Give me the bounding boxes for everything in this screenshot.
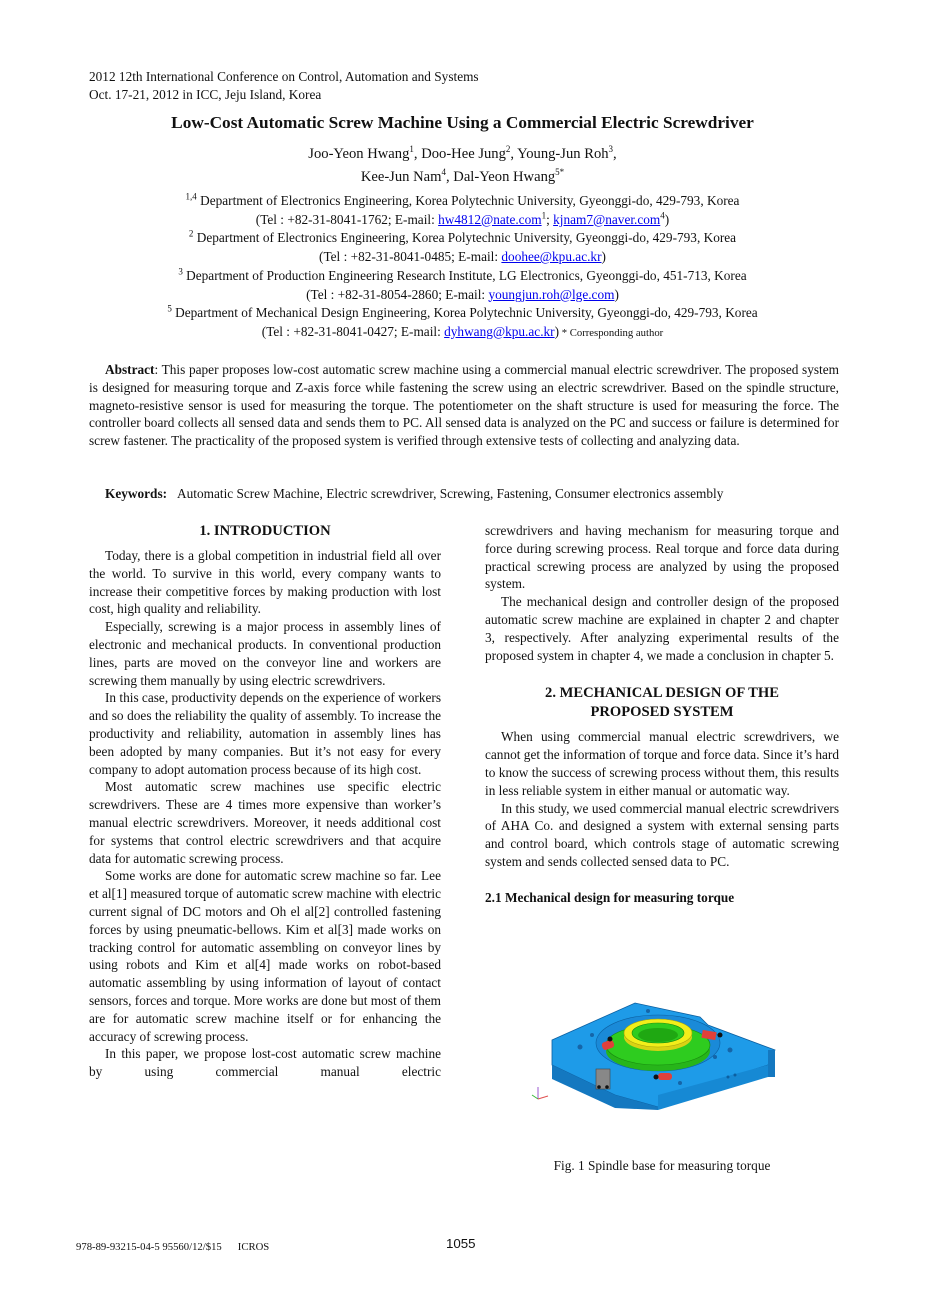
paragraph-continuation: screwdrivers and having mechanism for measuring torque and force during screwing process. Real torque and force data during practical screwing process are analyzed by using the proposed system. bbox=[485, 523, 839, 592]
paragraph: Especially, screwing is a major process in assembly lines of electronic and mechanical products. In conventional production lines, parts are moved on the conveyor line and workers are screwing them manually by using electric screwdrivers. bbox=[89, 619, 441, 688]
abstract-label: Abstract bbox=[105, 362, 155, 377]
conference-date-location: Oct. 17-21, 2012 in ICC, Jeju Island, Korea bbox=[89, 87, 322, 102]
figure-caption: Fig. 1 Spindle base for measuring torque bbox=[553, 1158, 771, 1173]
paragraph: In this case, productivity depends on the experience of workers and so does the reliability the quality of assembly. To increase the productivity and reliability, automation in assembly lines has been adopted by many companies. But it’s not easy for every company to adopt automation process because of its high cost. bbox=[89, 690, 442, 777]
paper-title: Low-Cost Automatic Screw Machine Using a Commercial Electric Screwdriver bbox=[171, 113, 754, 132]
author-name: Doo-Hee Jung bbox=[421, 146, 506, 162]
author-name: Kee-Jun Nam bbox=[360, 169, 442, 185]
left-column bbox=[89, 522, 441, 1081]
keywords bbox=[105, 486, 723, 502]
affiliation-contact: (Tel : +82-31-8041-1762; E-mail: hw4812@nate.com$^1$; kjnam7@naver.com$^4$) bbox=[255, 210, 670, 227]
author-name: Joo-Yeon Hwang bbox=[308, 146, 410, 162]
paragraph: In this paper, we propose lost-cost automatic screw machine by using commercial manual electric bbox=[89, 1046, 441, 1080]
author-name: Dal-Yeon Hwang bbox=[453, 169, 556, 185]
affiliation-contact: (Tel : +82-31-8054-2860; E-mail: youngjun.roh@lge.com) bbox=[306, 286, 619, 302]
right-column bbox=[485, 522, 839, 907]
abstract bbox=[89, 361, 839, 450]
paragraph: When using commercial manual electric screwdrivers, we cannot get the information of torque and force data. Since it’s hard to know the success of screwing process without them, this results in less reliable system in either manual or automatic way. bbox=[485, 729, 839, 798]
email-link[interactable]: kjnam7@naver.com bbox=[553, 211, 661, 227]
paragraph: Today, there is a global competition in industrial field all over the world. To survive in this world, every company wants to increase their competitive forces by making production with lost cost, high quality and reliability. bbox=[89, 548, 441, 617]
footer-copyright bbox=[76, 1241, 269, 1253]
conference-header bbox=[89, 68, 479, 104]
abstract-text: : This paper proposes low-cost automatic screw machine using a commercial manual electric screwdriver. The proposed system is designed for measuring torque and Z-axis force while fastening the screw using an electric screwdriver. Based on the spindle structure, magneto-resistive sensor is used for measuring the torque. The potentiometer on the shaft structure is used for measuring the force. The controller board collects all sensed data and sends them to PC. All sensed data is analyzed on the PC and success or failure is determined for screw fastener. The practicality of the proposed system is verified through extensive tests of collecting and analyzing data. bbox=[89, 362, 839, 449]
affiliation-dept: $^5$ Department of Mechanical Design Engineering, Korea Polytechnic University, Gyeonggi-do, 429-793, Korea bbox=[167, 303, 758, 321]
paragraph: Some works are done for automatic screw machine so far. Lee et al[1] measured torque of automatic screw machine with electric current signal of DC motors and Oh el al[2] controlled fastening forces by using pneumatic-bellows. Kim et al[3] made works on tracking control for automatic assembling on conveyor lines by using robots and Kim et al[4] made works on robot-based automatic assembling by using information of layout of contact sensors, forces and torque. More works are done but most of them are for automatic screw machine itself or for enhancing the accuracy of screwing process. bbox=[89, 868, 441, 1044]
corresponding-author-note: * Corresponding author bbox=[559, 326, 664, 339]
spindle-base-cad-image bbox=[530, 995, 790, 1110]
figure-spindle-base bbox=[530, 995, 790, 1110]
page-number: 1055 bbox=[446, 1236, 476, 1251]
author-list: Joo-Yeon Hwang$^1$, Doo-Hee Jung$^2$, Young-Jun Roh$^3$, Kee-Jun Nam$^4$, Dal-Yeon Hwang$^{5*}$ bbox=[308, 144, 617, 185]
paragraph: The mechanical design and controller design of the proposed automatic screw machine are explained in chapter 2 and chapter 3, respectively. After analyzing experimental results of the proposed system in chapter 4, we made a conclusion in chapter 5. bbox=[485, 594, 839, 663]
affiliation-dept: $^2$ Department of Electronics Engineering, Korea Polytechnic University, Gyeonggi-do, 429-793, Korea bbox=[188, 228, 737, 246]
conference-name: 2012 12th International Conference on Control, Automation and Systems bbox=[89, 69, 479, 84]
keywords-text: Automatic Screw Machine, Electric screwdriver, Screwing, Fastening, Consumer electronics assembly bbox=[177, 486, 724, 501]
affiliation-dept: $^{1,4}$ Department of Electronics Engineering, Korea Polytechnic University, Gyeonggi-do, 429-793, Korea bbox=[185, 191, 740, 208]
author-name: Young-Jun Roh bbox=[517, 146, 609, 162]
paragraph: Most automatic screw machines use specific electric screwdrivers. These are 4 times more expensive than worker’s manual electric screwdrivers. Moreover, it needs additional cost for systems that control electric screwdrivers and that acquire data for automatic screwing process. bbox=[89, 779, 441, 866]
section-heading-mechanical-design: 2. MECHANICAL DESIGN OF THE PROPOSED SYSTEM bbox=[545, 685, 779, 721]
affiliations bbox=[0, 192, 925, 343]
section-heading-introduction: 1. INTRODUCTION bbox=[199, 523, 331, 539]
affiliation-contact: (Tel : +82-31-8041-0485; E-mail: doohee@kpu.ac.kr) bbox=[319, 249, 606, 265]
email-link[interactable]: dyhwang@kpu.ac.kr bbox=[444, 323, 555, 339]
isbn: 978-89-93215-04-5 95560/12/$15 bbox=[76, 1241, 222, 1253]
email-link[interactable]: hw4812@nate.com bbox=[438, 211, 542, 227]
paragraph: In this study, we used commercial manual electric screwdrivers of AHA Co. and designed a system with external sensing parts and control board, which controls stage of automatic screwing system and sends collected sensed data to PC. bbox=[485, 800, 839, 869]
email-link[interactable]: doohee@kpu.ac.kr bbox=[501, 249, 602, 265]
affiliation-dept: $^3$ Department of Production Engineering Research Institute, LG Electronics, Gyeonggi-do, 451-713, Korea bbox=[178, 266, 747, 283]
affiliation-contact: (Tel : +82-31-8041-0427; E-mail: dyhwang@kpu.ac.kr) * Corresponding author bbox=[261, 323, 664, 339]
keywords-label: Keywords: bbox=[105, 486, 168, 501]
email-link[interactable]: youngjun.roh@lge.com bbox=[488, 286, 615, 302]
publisher: ICROS bbox=[237, 1241, 270, 1253]
subsection-heading: 2.1 Mechanical design for measuring torque bbox=[485, 889, 735, 905]
